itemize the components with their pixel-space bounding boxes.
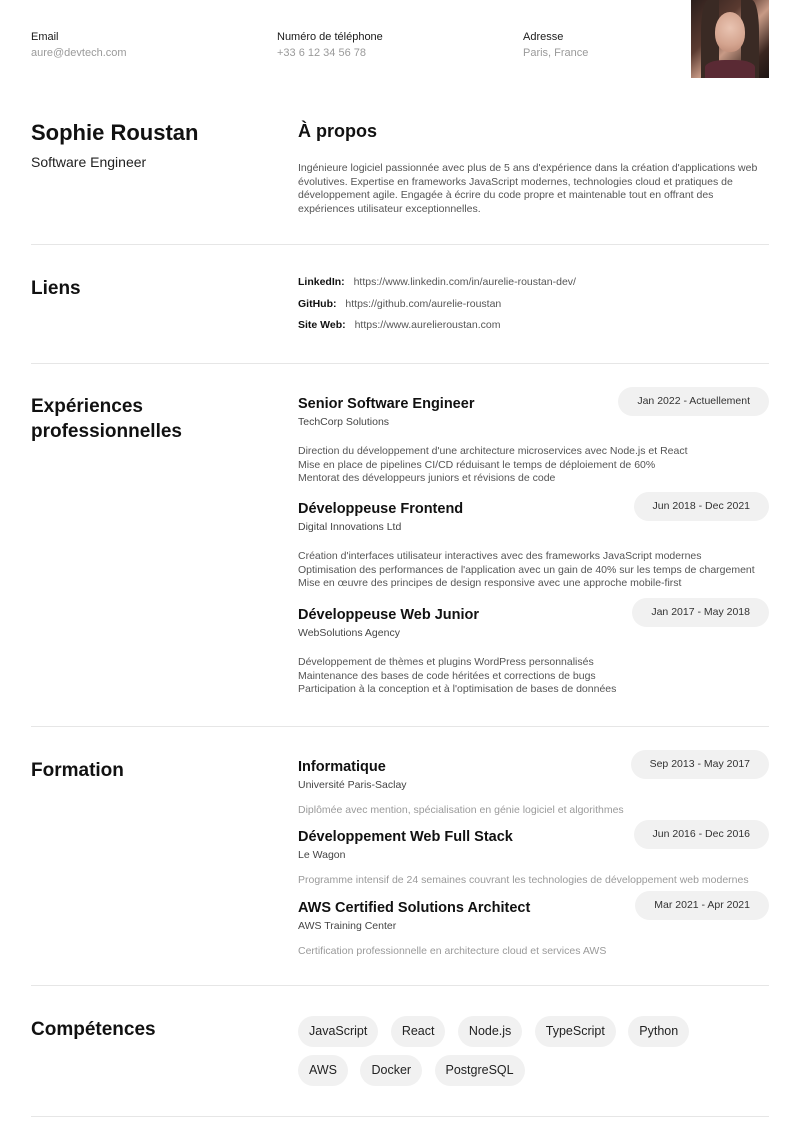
divider: [31, 1116, 769, 1117]
contact-header: [31, 31, 769, 79]
divider: [31, 363, 769, 364]
skill-tag: Python: [628, 1016, 689, 1047]
link-url[interactable]: https://www.aurelieroustan.com: [354, 319, 501, 331]
skill-tag: JavaScript: [298, 1016, 378, 1047]
school-name: Université Paris-Saclay: [298, 779, 407, 791]
profile-name: Sophie Roustan: [31, 120, 199, 145]
degree-description: Diplômée avec mention, spécialisation en génie logiciel et algorithmes: [298, 804, 624, 816]
link-label: Site Web:: [298, 319, 346, 331]
contact-address: [523, 31, 588, 59]
about-title: À propos: [298, 121, 377, 141]
skill-tag: Node.js: [458, 1016, 522, 1047]
skill-tag: Docker: [360, 1055, 422, 1086]
link-url[interactable]: https://www.linkedin.com/in/aurelie-roustan-dev/: [353, 276, 576, 288]
degree-description: Programme intensif de 24 semaines couvrant les technologies de développement web modernes: [298, 874, 749, 886]
links-title: Liens: [31, 278, 81, 299]
job-title: Senior Software Engineer: [298, 396, 475, 412]
experience-item: [298, 501, 769, 591]
intro-section: [31, 120, 769, 220]
date-badge: Jan 2022 - Actuellement: [618, 387, 769, 416]
divider: [31, 985, 769, 986]
link-linkedin: [298, 276, 576, 298]
job-description: Développement de thèmes et plugins WordPress personnalisés Maintenance des bases de code héritées et corrections de bugs Participation à la conception et à l'optimisation de bases de données: [298, 656, 617, 696]
school-name: Le Wagon: [298, 849, 346, 861]
job-title: Développeuse Web Junior: [298, 607, 480, 623]
degree-title: AWS Certified Solutions Architect: [298, 900, 531, 916]
address-value: Paris, France: [523, 47, 589, 59]
company-name: TechCorp Solutions: [298, 416, 390, 428]
contact-phone: [277, 31, 383, 59]
profile-role: Software Engineer: [31, 154, 147, 170]
degree-description: Certification professionnelle en architecture cloud et services AWS: [298, 945, 607, 957]
degree-title: Informatique: [298, 759, 386, 775]
job-title: Développeuse Frontend: [298, 501, 464, 517]
company-name: Digital Innovations Ltd: [298, 521, 402, 533]
date-badge: Jun 2016 - Dec 2016: [634, 820, 769, 849]
education-title: Formation: [31, 760, 124, 781]
education-item: [298, 829, 769, 888]
skill-tag: PostgreSQL: [435, 1055, 525, 1086]
skills-title: Compétences: [31, 1019, 156, 1040]
date-badge: Sep 2013 - May 2017: [631, 750, 769, 779]
link-website: [298, 319, 576, 341]
skill-tag: React: [391, 1016, 446, 1047]
email-label: Email: [31, 31, 59, 43]
contact-email: [31, 31, 127, 59]
skills-list: [298, 1016, 738, 1094]
about-text: Ingénieure logiciel passionnée avec plus de 5 ans d'expérience dans la création d'applications web évolutives. Expertise en frameworks JavaScript modernes, technologies cloud et pratiques de développement agile. Engagée à écrire du code propre et maintenable tout en offrant des expériences utilisateur exceptionnelles.: [298, 162, 758, 215]
date-badge: Jun 2018 - Dec 2021: [634, 492, 769, 521]
links-section: [31, 276, 769, 336]
date-badge: Mar 2021 - Apr 2021: [635, 891, 769, 920]
phone-label: Numéro de téléphone: [277, 31, 383, 43]
divider: [31, 726, 769, 727]
company-name: WebSolutions Agency: [298, 627, 400, 639]
divider: [31, 244, 769, 245]
school-name: AWS Training Center: [298, 920, 397, 932]
profile-photo: [691, 0, 769, 78]
link-label: LinkedIn:: [298, 276, 345, 288]
job-description: Direction du développement d'une architecture microservices avec Node.js et React Mise en place de pipelines CI/CD réduisant le temps de déploiement de 60% Mentorat des développeurs juniors et révisions de code: [298, 445, 688, 485]
link-label: GitHub:: [298, 297, 337, 310]
degree-title: Développement Web Full Stack: [298, 829, 513, 845]
education-item: [298, 900, 769, 959]
link-url[interactable]: https://github.com/aurelie-roustan: [345, 297, 502, 310]
link-github: [298, 298, 576, 320]
job-description: Création d'interfaces utilisateur interactives avec des frameworks JavaScript modernes Optimisation des performances de l'application avec un gain de 40% sur les temps de chargement Mise en œuvre des principes de design responsive avec une approche mobile-first: [298, 550, 755, 590]
address-label: Adresse: [523, 31, 564, 43]
experience-item: [298, 607, 769, 697]
education-item: [298, 759, 769, 818]
email-value[interactable]: aure@devtech.com: [31, 47, 127, 59]
experience-title: Expériences professionnelles: [31, 396, 182, 442]
phone-value[interactable]: +33 6 12 34 56 78: [277, 47, 366, 59]
experience-item: [298, 396, 769, 486]
date-badge: Jan 2017 - May 2018: [632, 598, 769, 627]
skill-tag: AWS: [298, 1055, 348, 1086]
skill-tag: TypeScript: [535, 1016, 616, 1047]
